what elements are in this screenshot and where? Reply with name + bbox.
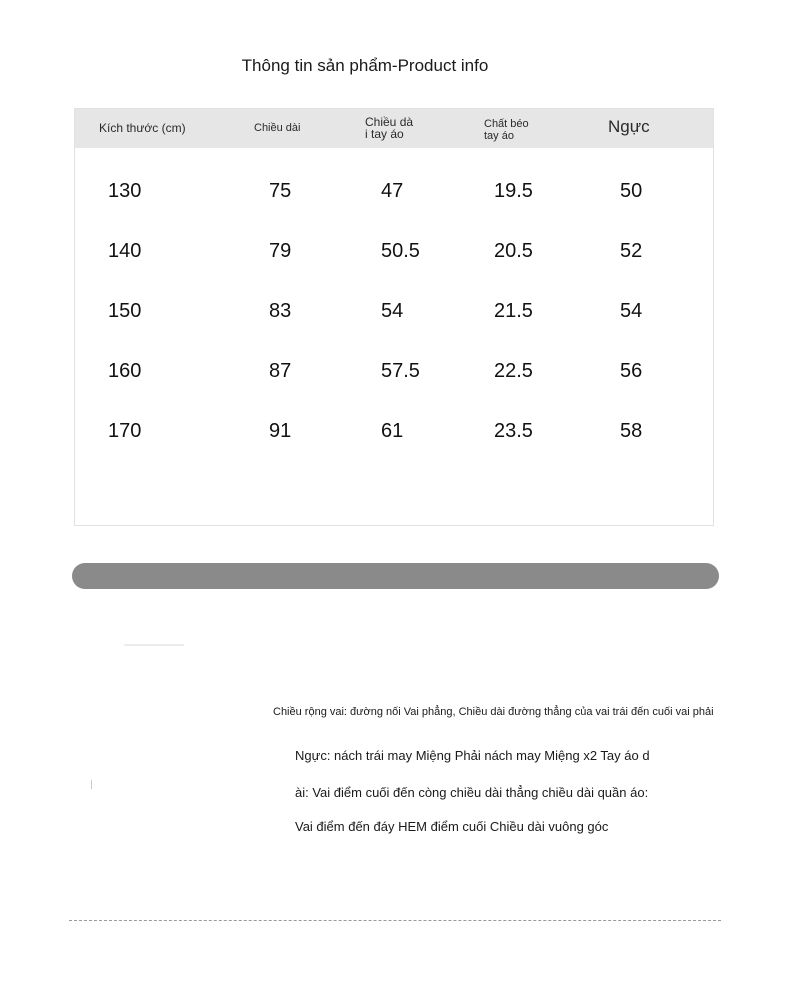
table-row [75, 180, 713, 210]
cell-length: 75 [269, 180, 292, 202]
cell-length: 83 [269, 300, 292, 322]
cell-chest: 58 [620, 420, 643, 442]
cell-sleeve-width: 19.5 [494, 180, 533, 202]
header-sleeve-width: Chất béo tay áo [484, 118, 529, 142]
size-table [74, 108, 714, 526]
cell-chest: 50 [620, 180, 643, 202]
note-shoulder-width: Chiều rộng vai: đường nối Vai phẳng, Chiều dài đường thẳng của vai trái đến cuối vai phải [273, 706, 714, 718]
dashed-divider [69, 920, 721, 921]
note-body-length: Vai điểm đến đáy HEM điểm cuối Chiều dài vuông góc [295, 819, 609, 834]
cell-size: 160 [108, 360, 142, 382]
cell-sleeve-width: 22.5 [494, 360, 533, 382]
faint-divider [124, 644, 184, 646]
cell-length: 87 [269, 360, 292, 382]
cell-sleeve-length: 54 [381, 300, 404, 322]
header-size: Kích thước (cm) [99, 121, 186, 135]
table-row [75, 360, 713, 390]
cell-sleeve-length: 61 [381, 420, 404, 442]
section-divider-bar [72, 563, 719, 589]
cell-chest: 52 [620, 240, 643, 262]
cell-size: 170 [108, 420, 142, 442]
cell-sleeve-width: 21.5 [494, 300, 533, 322]
cell-sleeve-length: 57.5 [381, 360, 420, 382]
cell-sleeve-length: 50.5 [381, 240, 420, 262]
header-sleeve-length: Chiều dà i tay áo [365, 115, 414, 141]
cell-length: 79 [269, 240, 292, 262]
table-row [75, 420, 713, 450]
header-chest: Ngực [608, 117, 650, 136]
cell-size: 150 [108, 300, 142, 322]
table-row [75, 240, 713, 270]
page-title: Thông tin sản phẩm-Product info [241, 56, 489, 75]
faint-mark [91, 780, 92, 789]
cell-chest: 54 [620, 300, 643, 322]
note-chest: Ngực: nách trái may Miệng Phải nách may Miệng x2 Tay áo d [295, 748, 650, 763]
table-row [75, 300, 713, 330]
cell-size: 130 [108, 180, 142, 202]
cell-sleeve-width: 23.5 [494, 420, 533, 442]
cell-size: 140 [108, 240, 142, 262]
note-sleeve-length: ài: Vai điểm cuối đến còng chiều dài thẳng chiều dài quần áo: [295, 785, 649, 800]
cell-length: 91 [269, 420, 292, 442]
table-header [75, 109, 713, 148]
cell-sleeve-length: 47 [381, 180, 404, 202]
header-length: Chiều dài [254, 122, 301, 134]
cell-sleeve-width: 20.5 [494, 240, 533, 262]
cell-chest: 56 [620, 360, 643, 382]
